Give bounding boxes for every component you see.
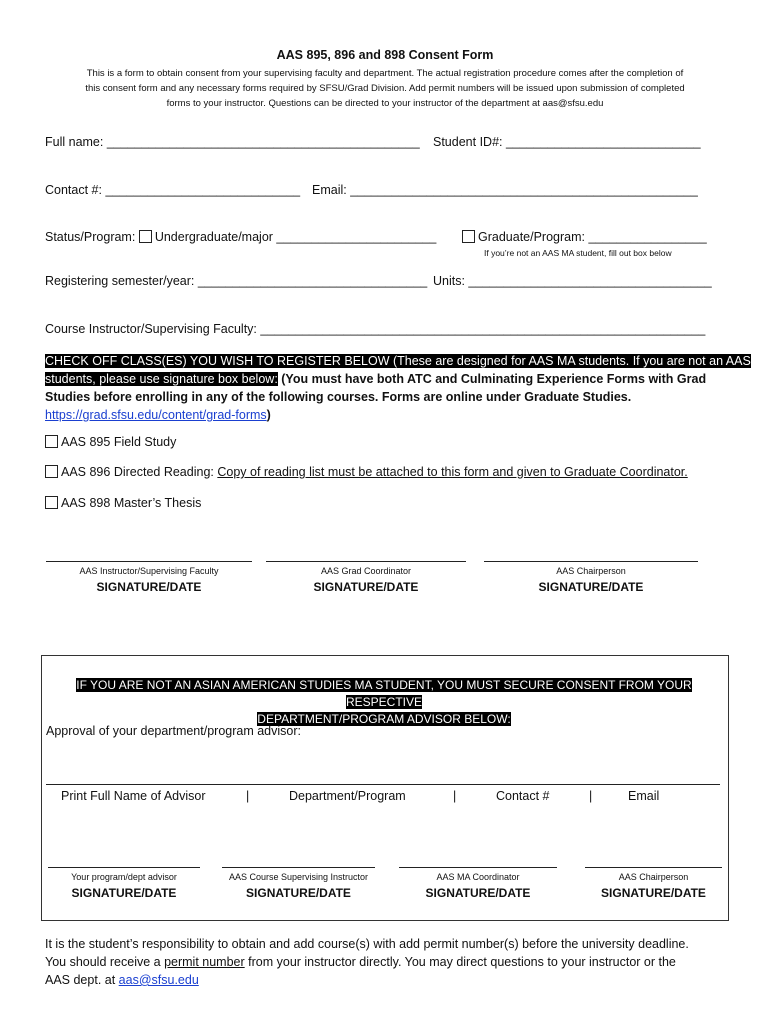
- intro-line: this consent form and any necessary forms required by SFSU/Grad Division. Add permit numbers will be issued upon submission of completed: [85, 83, 685, 94]
- signature-date: SIGNATURE/DATE: [96, 580, 202, 594]
- signature-line[interactable]: [222, 867, 375, 868]
- course-898-label: AAS 898 Master’s Thesis: [61, 496, 202, 510]
- intro-text: [40, 66, 730, 111]
- approval-label: Approval of your department/program advisor:: [46, 724, 301, 738]
- signature-date: SIGNATURE/DATE: [538, 580, 644, 594]
- course-895-option[interactable]: [45, 435, 176, 449]
- column-advisor-name: Print Full Name of Advisor: [61, 789, 206, 803]
- form-title: AAS 895, 896 and 898 Consent Form: [276, 48, 494, 62]
- aas-email-link[interactable]: aas@sfsu.edu: [118, 973, 199, 987]
- box-heading: [41, 677, 727, 728]
- course-896-checkbox[interactable]: [45, 465, 58, 478]
- signature-label: AAS MA Coordinator: [436, 872, 520, 882]
- semester-field[interactable]: Registering semester/year: _________________________________: [45, 274, 428, 288]
- graduate-checkbox[interactable]: [462, 230, 475, 243]
- course-898-option[interactable]: [45, 496, 201, 510]
- status-program-row: [45, 230, 436, 244]
- instructions-highlight: students, please use signature box below:: [45, 372, 278, 386]
- course-895-label: AAS 895 Field Study: [61, 435, 177, 449]
- instructions-highlight: CHECK OFF CLASS(ES) YOU WISH TO REGISTER BELOW (These are designed for AAS MA students. If you are not an AAS: [45, 354, 751, 368]
- footer-text: from your instructor directly. You may direct questions to your instructor or the: [244, 955, 676, 969]
- instructor-field[interactable]: Course Instructor/Supervising Faculty: ________________________________________________________________: [45, 322, 706, 336]
- advisor-info-columns: [0, 789, 770, 807]
- graduate-field[interactable]: Graduate/Program: _________________: [478, 230, 707, 244]
- signature-line[interactable]: [266, 561, 466, 562]
- status-note: If you’re not an AAS MA student, fill out box below: [484, 248, 672, 258]
- column-contact: Contact #: [496, 789, 550, 803]
- course-896-option[interactable]: [45, 465, 688, 479]
- column-separator: |: [453, 789, 457, 803]
- column-separator: |: [246, 789, 250, 803]
- column-department: Department/Program: [289, 789, 406, 803]
- instructions-bold: (You must have both ATC and Culminating Experience Forms with Grad: [277, 372, 707, 386]
- intro-line: This is a form to obtain consent from your supervising faculty and department. The actual registration procedure comes after the completion of: [86, 68, 684, 79]
- signature-label: AAS Chairperson: [556, 566, 626, 576]
- email-field[interactable]: Email: __________________________________________________: [312, 183, 698, 197]
- intro-line: forms to your instructor. Questions can be directed to your instructor of the department at aas@sfsu.edu: [166, 98, 604, 109]
- signature-line[interactable]: [484, 561, 698, 562]
- undergrad-field[interactable]: Undergraduate/major _______________________: [154, 230, 437, 244]
- footer-permit-number: permit number: [164, 955, 245, 969]
- signature-date: SIGNATURE/DATE: [71, 886, 177, 900]
- grad-forms-link[interactable]: https://grad.sfsu.edu/content/grad-forms: [45, 408, 267, 422]
- instructions-bold: Studies before enrolling in any of the following courses. Forms are online under Graduate Studies.: [45, 390, 632, 404]
- signature-date: SIGNATURE/DATE: [246, 886, 351, 900]
- signature-label: AAS Grad Coordinator: [320, 566, 412, 576]
- instructions-block: [45, 352, 751, 424]
- full-name-field[interactable]: Full name: _____________________________________________: [45, 135, 420, 149]
- footer-line: It is the student’s responsibility to obtain and add course(s) with add permit number(s) before the university deadline.: [45, 937, 689, 951]
- box-heading-line: IF YOU ARE NOT AN ASIAN AMERICAN STUDIES MA STUDENT, YOU MUST SECURE CONSENT FROM YOUR RESPECTIVE: [76, 678, 692, 709]
- signature-line[interactable]: [48, 867, 200, 868]
- course-895-checkbox[interactable]: [45, 435, 58, 448]
- box-heading-line: DEPARTMENT/PROGRAM ADVISOR BELOW:: [257, 712, 511, 726]
- column-email: Email: [628, 789, 660, 803]
- instructions-close: ): [266, 408, 271, 422]
- signature-date: SIGNATURE/DATE: [601, 886, 706, 900]
- footer-text: You should receive a: [45, 955, 165, 969]
- undergrad-checkbox[interactable]: [139, 230, 152, 243]
- course-896-note: Copy of reading list must be attached to this form and given to Graduate Coordinator.: [217, 465, 688, 479]
- advisor-info-line[interactable]: [46, 784, 720, 785]
- signature-label: AAS Instructor/Supervising Faculty: [79, 566, 219, 576]
- student-id-field[interactable]: Student ID#: ____________________________: [433, 135, 701, 149]
- signature-date: SIGNATURE/DATE: [313, 580, 419, 594]
- units-field[interactable]: Units: ___________________________________: [433, 274, 712, 288]
- signature-line[interactable]: [399, 867, 557, 868]
- column-separator: |: [589, 789, 593, 803]
- footer-note: [45, 935, 745, 989]
- footer-text: AAS dept. at: [45, 973, 119, 987]
- signature-date: SIGNATURE/DATE: [425, 886, 531, 900]
- signature-label: AAS Course Supervising Instructor: [228, 872, 369, 882]
- signature-label: Your program/dept advisor: [71, 872, 177, 882]
- contact-field[interactable]: Contact #: ____________________________: [45, 183, 301, 197]
- graduate-row: [462, 230, 707, 244]
- course-898-checkbox[interactable]: [45, 496, 58, 509]
- status-label: Status/Program:: [45, 230, 136, 244]
- course-896-label: AAS 896 Directed Reading:: [61, 465, 218, 479]
- signature-line[interactable]: [585, 867, 722, 868]
- signature-label: AAS Chairperson: [618, 872, 689, 882]
- signature-line[interactable]: [46, 561, 252, 562]
